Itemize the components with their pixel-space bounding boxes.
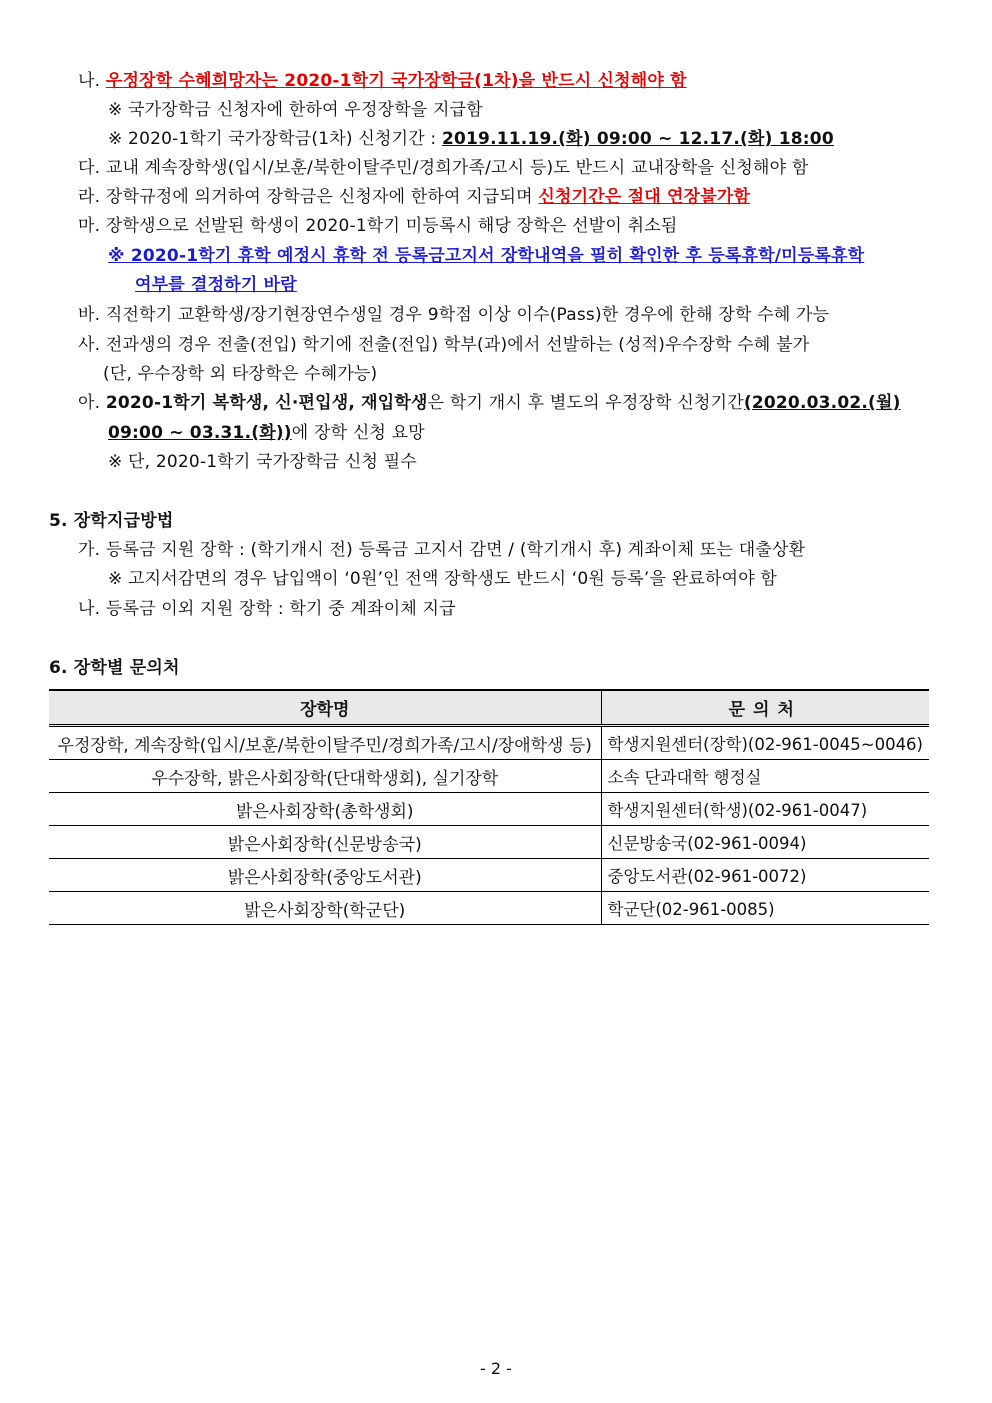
item-a-period-start: (2020.03.02.(월) xyxy=(743,393,901,413)
item-a-line2: 09:00 ~ 03.31.(화))에 장학 신청 요망 xyxy=(108,423,425,443)
scholarship-name-cell: 밝은사회장학(학군단) xyxy=(49,892,601,925)
item-a-period-end: 09:00 ~ 03.31.(화)) xyxy=(108,423,292,443)
section5-title: 5. 장학지급방법 xyxy=(49,511,174,531)
item-ma: 마. 장학생으로 선발된 학생이 2020-1학기 미등록시 해당 장학은 선발이 취소됨 xyxy=(78,216,678,236)
contact-cell: 학군단(02-961-0085) xyxy=(601,892,929,925)
item-na-note1: ※ 국가장학금 신청자에 한하여 우정장학을 지급함 xyxy=(108,100,483,120)
contact-cell: 중앙도서관(02-961-0072) xyxy=(601,859,929,892)
table-row xyxy=(49,726,929,760)
item-na-highlight: 우정장학 수혜희망자는 2020-1학기 국가장학금(1차)을 반드시 신청해야 함 xyxy=(105,71,687,91)
header-contact: 문의처 xyxy=(601,690,929,726)
item-a-note: ※ 단, 2020-1학기 국가장학금 신청 필수 xyxy=(108,452,417,472)
item-sa-line1: 사. 전과생의 경우 전출(전입) 학기에 전출(전입) 학부(과)에서 선발하는 (성적)우수장학 수혜 불가 xyxy=(78,335,810,355)
contact-cell: 신문방송국(02-961-0094) xyxy=(601,826,929,859)
application-period: 2019.11.19.(화) 09:00 ~ 12.17.(화) 18:00 xyxy=(441,129,834,149)
contact-cell: 학생지원센터(학생)(02-961-0047) xyxy=(601,793,929,826)
section5-ga-note: ※ 고지서감면의 경우 납입액이 ‘0원’인 전액 장학생도 반드시 ‘0원 등록’을 완료하여야 함 xyxy=(108,569,778,589)
section5-na: 나. 등록금 이외 지원 장학 : 학기 중 계좌이체 지급 xyxy=(78,599,456,619)
contacts-table xyxy=(49,689,929,925)
scholarship-name-cell: 우정장학, 계속장학(입시/보훈/북한이탈주민/경희가족/고시/장애학생 등) xyxy=(49,726,601,760)
item-ra: 라. 장학규정에 의거하여 장학금은 신청자에 한하여 지급되며 신청기간은 절대 연장불가함 xyxy=(78,187,751,207)
scholarship-name-cell: 밝은사회장학(총학생회) xyxy=(49,793,601,826)
table-row xyxy=(49,892,929,925)
scholarship-name-cell: 밝은사회장학(중앙도서관) xyxy=(49,859,601,892)
item-ra-highlight: 신청기간은 절대 연장불가함 xyxy=(538,187,751,207)
table-row xyxy=(49,826,929,859)
item-ma-note-line1: ※ 2020-1학기 휴학 예정시 휴학 전 등록금고지서 장학내역을 필히 확인한 후 등록휴학/미등록휴학 xyxy=(108,246,865,266)
contact-cell: 학생지원센터(장학)(02-961-0045~0046) xyxy=(601,726,929,760)
contact-cell: 소속 단과대학 행정실 xyxy=(601,760,929,793)
table-row xyxy=(49,760,929,793)
scholarship-name-cell: 밝은사회장학(신문방송국) xyxy=(49,826,601,859)
table-header-row xyxy=(49,690,929,726)
section5-ga: 가. 등록금 지원 장학 : (학기개시 전) 등록금 고지서 감면 / (학기개시 후) 계좌이체 또는 대출상환 xyxy=(78,540,806,560)
item-na-note2: ※ 2020-1학기 국가장학금(1차) 신청기간 : 2019.11.19.(화) 09:00 ~ 12.17.(화) 18:00 xyxy=(108,129,834,149)
item-na: 나. 우정장학 수혜희망자는 2020-1학기 국가장학금(1차)을 반드시 신청해야 함 xyxy=(78,71,687,91)
page-number: - 2 - xyxy=(480,1359,512,1378)
header-scholarship-name: 장학명 xyxy=(49,690,601,726)
scholarship-name-cell: 우수장학, 밝은사회장학(단대학생회), 실기장학 xyxy=(49,760,601,793)
item-ba: 바. 직전학기 교환학생/장기현장연수생일 경우 9학점 이상 이수(Pass)한 경우에 한해 장학 수혜 가능 xyxy=(78,305,830,325)
item-a-bold: 2020-1학기 복학생, 신·편입생, 재입학생 xyxy=(105,393,428,413)
item-a-line1: 아. 2020-1학기 복학생, 신·편입생, 재입학생은 학기 개시 후 별도의 우정장학 신청기간(2020.03.02.(월) xyxy=(78,393,901,413)
item-da: 다. 교내 계속장학생(입시/보훈/북한이탈주민/경희가족/고시 등)도 반드시 교내장학을 신청해야 함 xyxy=(78,158,809,178)
table-row xyxy=(49,793,929,826)
item-ma-note-line2: 여부를 결정하기 바람 xyxy=(135,275,297,295)
table-row xyxy=(49,859,929,892)
section6-title: 6. 장학별 문의처 xyxy=(49,658,180,678)
item-sa-line2: (단, 우수장학 외 타장학은 수혜가능) xyxy=(103,364,378,384)
